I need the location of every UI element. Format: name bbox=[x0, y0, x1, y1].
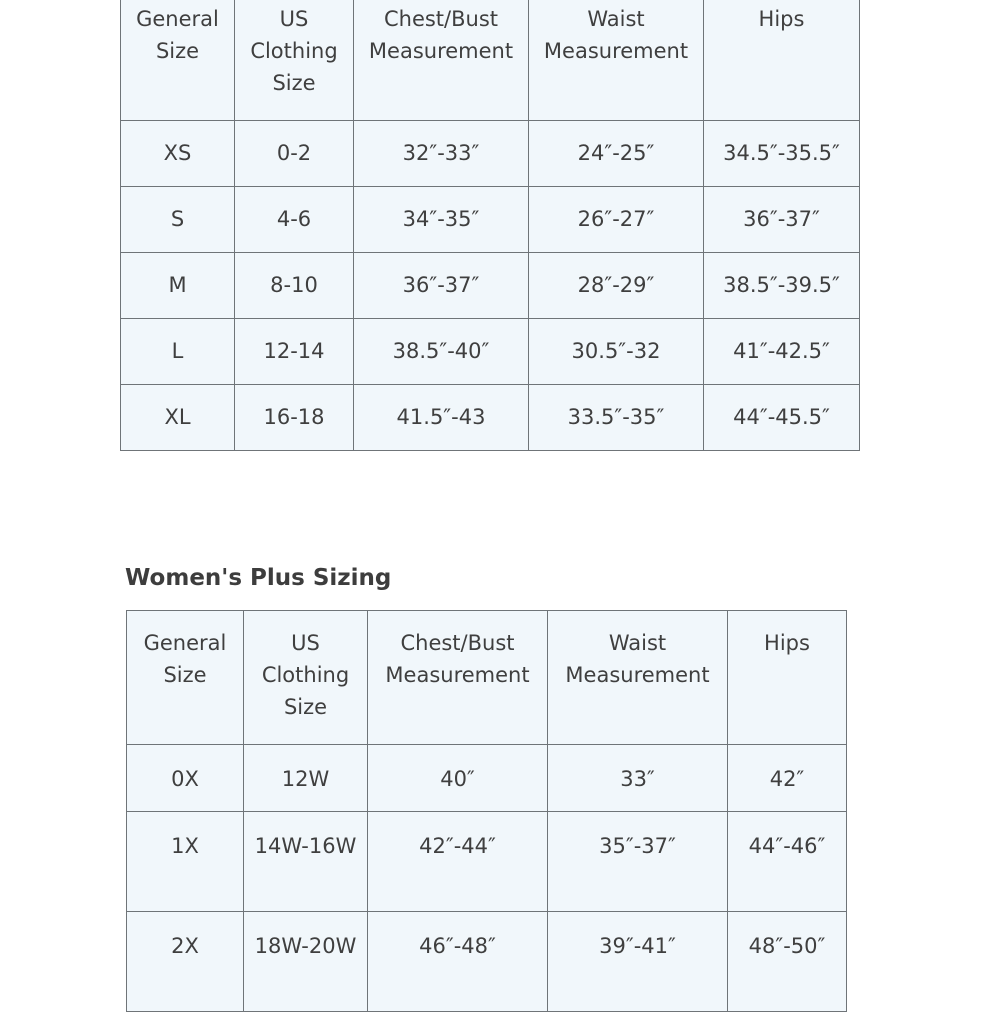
cell-chest: 38.5″-40″ bbox=[354, 319, 529, 385]
cell-waist: 33″ bbox=[548, 745, 728, 812]
header-waist: Waist Measurement bbox=[548, 611, 728, 745]
cell-waist: 24″-25″ bbox=[529, 121, 704, 187]
cell-hips: 41″-42.5″ bbox=[704, 319, 860, 385]
cell-general-size: 0X bbox=[127, 745, 244, 812]
cell-general-size: XL bbox=[121, 385, 235, 451]
header-chest-bust: Chest/Bust Measurement bbox=[368, 611, 548, 745]
cell-general-size: S bbox=[121, 187, 235, 253]
cell-hips: 44″-45.5″ bbox=[704, 385, 860, 451]
cell-general-size: M bbox=[121, 253, 235, 319]
cell-us-size: 0-2 bbox=[235, 121, 354, 187]
header-waist: Waist Measurement bbox=[529, 0, 704, 121]
cell-hips: 36″-37″ bbox=[704, 187, 860, 253]
section-title-plus-sizing: Women's Plus Sizing bbox=[125, 565, 392, 591]
table-row bbox=[121, 253, 860, 319]
cell-us-size: 12W bbox=[244, 745, 368, 812]
table-row bbox=[127, 745, 847, 812]
table-header-row bbox=[127, 611, 847, 745]
cell-hips: 44″-46″ bbox=[728, 812, 847, 912]
cell-us-size: 18W-20W bbox=[244, 912, 368, 1012]
cell-chest: 41.5″-43 bbox=[354, 385, 529, 451]
cell-us-size: 16-18 bbox=[235, 385, 354, 451]
cell-waist: 26″-27″ bbox=[529, 187, 704, 253]
cell-hips: 38.5″-39.5″ bbox=[704, 253, 860, 319]
header-general-size: General Size bbox=[127, 611, 244, 745]
cell-chest: 40″ bbox=[368, 745, 548, 812]
table-header-row bbox=[121, 0, 860, 121]
header-general-size: General Size bbox=[121, 0, 235, 121]
cell-waist: 33.5″-35″ bbox=[529, 385, 704, 451]
cell-hips: 34.5″-35.5″ bbox=[704, 121, 860, 187]
cell-us-size: 8-10 bbox=[235, 253, 354, 319]
cell-general-size: 1X bbox=[127, 812, 244, 912]
cell-us-size: 4-6 bbox=[235, 187, 354, 253]
cell-chest: 32″-33″ bbox=[354, 121, 529, 187]
cell-chest: 36″-37″ bbox=[354, 253, 529, 319]
table-row bbox=[121, 319, 860, 385]
header-us-clothing-size: US Clothing Size bbox=[244, 611, 368, 745]
cell-waist: 35″-37″ bbox=[548, 812, 728, 912]
cell-general-size: XS bbox=[121, 121, 235, 187]
table-row bbox=[121, 187, 860, 253]
cell-waist: 39″-41″ bbox=[548, 912, 728, 1012]
header-chest-bust: Chest/Bust Measurement bbox=[354, 0, 529, 121]
cell-chest: 42″-44″ bbox=[368, 812, 548, 912]
table-row bbox=[127, 912, 847, 1012]
cell-waist: 30.5″-32 bbox=[529, 319, 704, 385]
table-row bbox=[121, 385, 860, 451]
header-us-clothing-size: US Clothing Size bbox=[235, 0, 354, 121]
size-table-plus bbox=[126, 610, 847, 1012]
size-table-regular bbox=[120, 0, 860, 451]
cell-hips: 48″-50″ bbox=[728, 912, 847, 1012]
header-hips: Hips bbox=[704, 0, 860, 121]
table-row bbox=[127, 812, 847, 912]
table-row bbox=[121, 121, 860, 187]
cell-general-size: 2X bbox=[127, 912, 244, 1012]
cell-chest: 34″-35″ bbox=[354, 187, 529, 253]
cell-waist: 28″-29″ bbox=[529, 253, 704, 319]
cell-us-size: 14W-16W bbox=[244, 812, 368, 912]
header-hips: Hips bbox=[728, 611, 847, 745]
cell-us-size: 12-14 bbox=[235, 319, 354, 385]
cell-chest: 46″-48″ bbox=[368, 912, 548, 1012]
cell-hips: 42″ bbox=[728, 745, 847, 812]
cell-general-size: L bbox=[121, 319, 235, 385]
